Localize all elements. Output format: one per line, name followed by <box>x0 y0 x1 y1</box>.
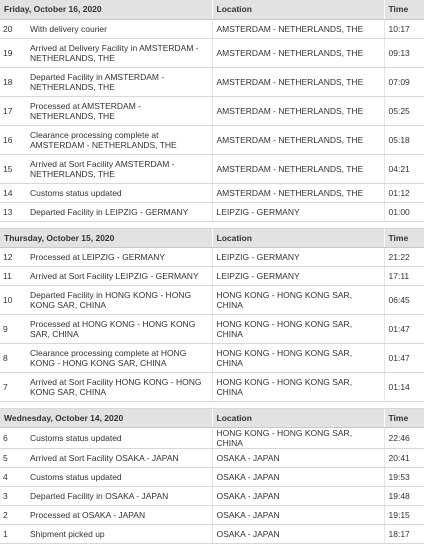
table-row <box>0 183 424 202</box>
event-time: 04:21 <box>384 154 424 183</box>
table-row <box>0 486 424 505</box>
table-row <box>0 314 424 343</box>
event-description: Departed Facility in AMSTERDAM - NETHERLANDS, THE <box>26 67 212 96</box>
event-description: Processed at AMSTERDAM - NETHERLANDS, THE <box>26 96 212 125</box>
event-location: OSAKA - JAPAN <box>212 486 384 505</box>
event-number: 13 <box>0 202 26 221</box>
table-row <box>0 125 424 154</box>
event-description: Clearance processing complete at HONG KONG - HONG KONG SAR, CHINA <box>26 343 212 372</box>
event-number: 5 <box>0 448 26 467</box>
event-location: AMSTERDAM - NETHERLANDS, THE <box>212 67 384 96</box>
event-description: Departed Facility in HONG KONG - HONG KONG SAR, CHINA <box>26 285 212 314</box>
event-time: 18:17 <box>384 524 424 543</box>
event-number: 19 <box>0 38 26 67</box>
event-description: Processed at LEIPZIG - GERMANY <box>26 247 212 266</box>
event-description: Processed at OSAKA - JAPAN <box>26 505 212 524</box>
event-description: Customs status updated <box>26 183 212 202</box>
group-spacer-cell <box>0 401 424 408</box>
event-number: 1 <box>0 524 26 543</box>
event-location: HONG KONG - HONG KONG SAR, CHINA <box>212 314 384 343</box>
event-location: OSAKA - JAPAN <box>212 467 384 486</box>
event-time: 19:15 <box>384 505 424 524</box>
event-time: 05:25 <box>384 96 424 125</box>
event-time: 22:46 <box>384 427 424 448</box>
table-row <box>0 467 424 486</box>
event-description: Arrived at Sort Facility LEIPZIG - GERMANY <box>26 266 212 285</box>
event-location: AMSTERDAM - NETHERLANDS, THE <box>212 125 384 154</box>
table-row <box>0 266 424 285</box>
table-row <box>0 202 424 221</box>
time-column-header: Time <box>384 408 424 427</box>
event-number: 3 <box>0 486 26 505</box>
event-description: Processed at HONG KONG - HONG KONG SAR, CHINA <box>26 314 212 343</box>
event-location: LEIPZIG - GERMANY <box>212 247 384 266</box>
event-location: OSAKA - JAPAN <box>212 524 384 543</box>
event-time: 19:48 <box>384 486 424 505</box>
event-location: OSAKA - JAPAN <box>212 448 384 467</box>
event-number: 15 <box>0 154 26 183</box>
event-description: Shipment picked up <box>26 524 212 543</box>
table-row <box>0 448 424 467</box>
event-number: 6 <box>0 427 26 448</box>
event-number: 2 <box>0 505 26 524</box>
event-time: 17:11 <box>384 266 424 285</box>
location-column-header: Location <box>212 228 384 247</box>
table-row <box>0 67 424 96</box>
event-time: 07:09 <box>384 67 424 96</box>
event-number: 11 <box>0 266 26 285</box>
group-spacer <box>0 221 424 228</box>
event-description: Customs status updated <box>26 427 212 448</box>
event-location: AMSTERDAM - NETHERLANDS, THE <box>212 38 384 67</box>
event-time: 01:47 <box>384 314 424 343</box>
table-row <box>0 427 424 448</box>
event-time: 19:53 <box>384 467 424 486</box>
date-header: Wednesday, October 14, 2020 <box>0 408 212 427</box>
date-header-row <box>0 408 424 427</box>
time-column-header: Time <box>384 228 424 247</box>
event-location: HONG KONG - HONG KONG SAR, CHINA <box>212 285 384 314</box>
event-number: 8 <box>0 343 26 372</box>
event-location: AMSTERDAM - NETHERLANDS, THE <box>212 96 384 125</box>
date-header: Friday, October 16, 2020 <box>0 0 212 19</box>
event-location: HONG KONG - HONG KONG SAR, CHINA <box>212 427 384 448</box>
event-time: 21:22 <box>384 247 424 266</box>
event-time: 10:17 <box>384 19 424 38</box>
event-time: 05:18 <box>384 125 424 154</box>
event-number: 17 <box>0 96 26 125</box>
group-spacer-cell <box>0 221 424 228</box>
event-description: Arrived at Sort Facility HONG KONG - HONG KONG SAR, CHINA <box>26 372 212 401</box>
event-number: 18 <box>0 67 26 96</box>
event-location: LEIPZIG - GERMANY <box>212 266 384 285</box>
event-location: AMSTERDAM - NETHERLANDS, THE <box>212 183 384 202</box>
event-description: Arrived at Delivery Facility in AMSTERDAM - NETHERLANDS, THE <box>26 38 212 67</box>
event-description: Departed Facility in OSAKA - JAPAN <box>26 486 212 505</box>
event-description: Arrived at Sort Facility AMSTERDAM - NETHERLANDS, THE <box>26 154 212 183</box>
event-location: LEIPZIG - GERMANY <box>212 202 384 221</box>
table-row <box>0 524 424 543</box>
table-row <box>0 19 424 38</box>
event-time: 06:45 <box>384 285 424 314</box>
date-header-row <box>0 0 424 19</box>
location-column-header: Location <box>212 0 384 19</box>
event-description: Arrived at Sort Facility OSAKA - JAPAN <box>26 448 212 467</box>
table-row <box>0 247 424 266</box>
table-row <box>0 505 424 524</box>
event-number: 12 <box>0 247 26 266</box>
event-time: 01:12 <box>384 183 424 202</box>
time-column-header: Time <box>384 0 424 19</box>
table-row <box>0 343 424 372</box>
group-spacer <box>0 401 424 408</box>
table-row <box>0 372 424 401</box>
event-number: 20 <box>0 19 26 38</box>
table-row <box>0 154 424 183</box>
event-description: Clearance processing complete at AMSTERDAM - NETHERLANDS, THE <box>26 125 212 154</box>
table-row <box>0 38 424 67</box>
location-column-header: Location <box>212 408 384 427</box>
event-number: 10 <box>0 285 26 314</box>
event-time: 20:41 <box>384 448 424 467</box>
table-row <box>0 96 424 125</box>
event-location: AMSTERDAM - NETHERLANDS, THE <box>212 19 384 38</box>
event-number: 16 <box>0 125 26 154</box>
event-time: 01:00 <box>384 202 424 221</box>
event-location: AMSTERDAM - NETHERLANDS, THE <box>212 154 384 183</box>
event-description: With delivery courier <box>26 19 212 38</box>
event-time: 01:47 <box>384 343 424 372</box>
event-number: 7 <box>0 372 26 401</box>
event-time: 01:14 <box>384 372 424 401</box>
date-header: Thursday, October 15, 2020 <box>0 228 212 247</box>
event-description: Customs status updated <box>26 467 212 486</box>
event-number: 4 <box>0 467 26 486</box>
event-location: HONG KONG - HONG KONG SAR, CHINA <box>212 343 384 372</box>
event-description: Departed Facility in LEIPZIG - GERMANY <box>26 202 212 221</box>
event-number: 14 <box>0 183 26 202</box>
event-time: 09:13 <box>384 38 424 67</box>
table-row <box>0 285 424 314</box>
event-number: 9 <box>0 314 26 343</box>
date-header-row <box>0 228 424 247</box>
event-location: HONG KONG - HONG KONG SAR, CHINA <box>212 372 384 401</box>
event-location: OSAKA - JAPAN <box>212 505 384 524</box>
